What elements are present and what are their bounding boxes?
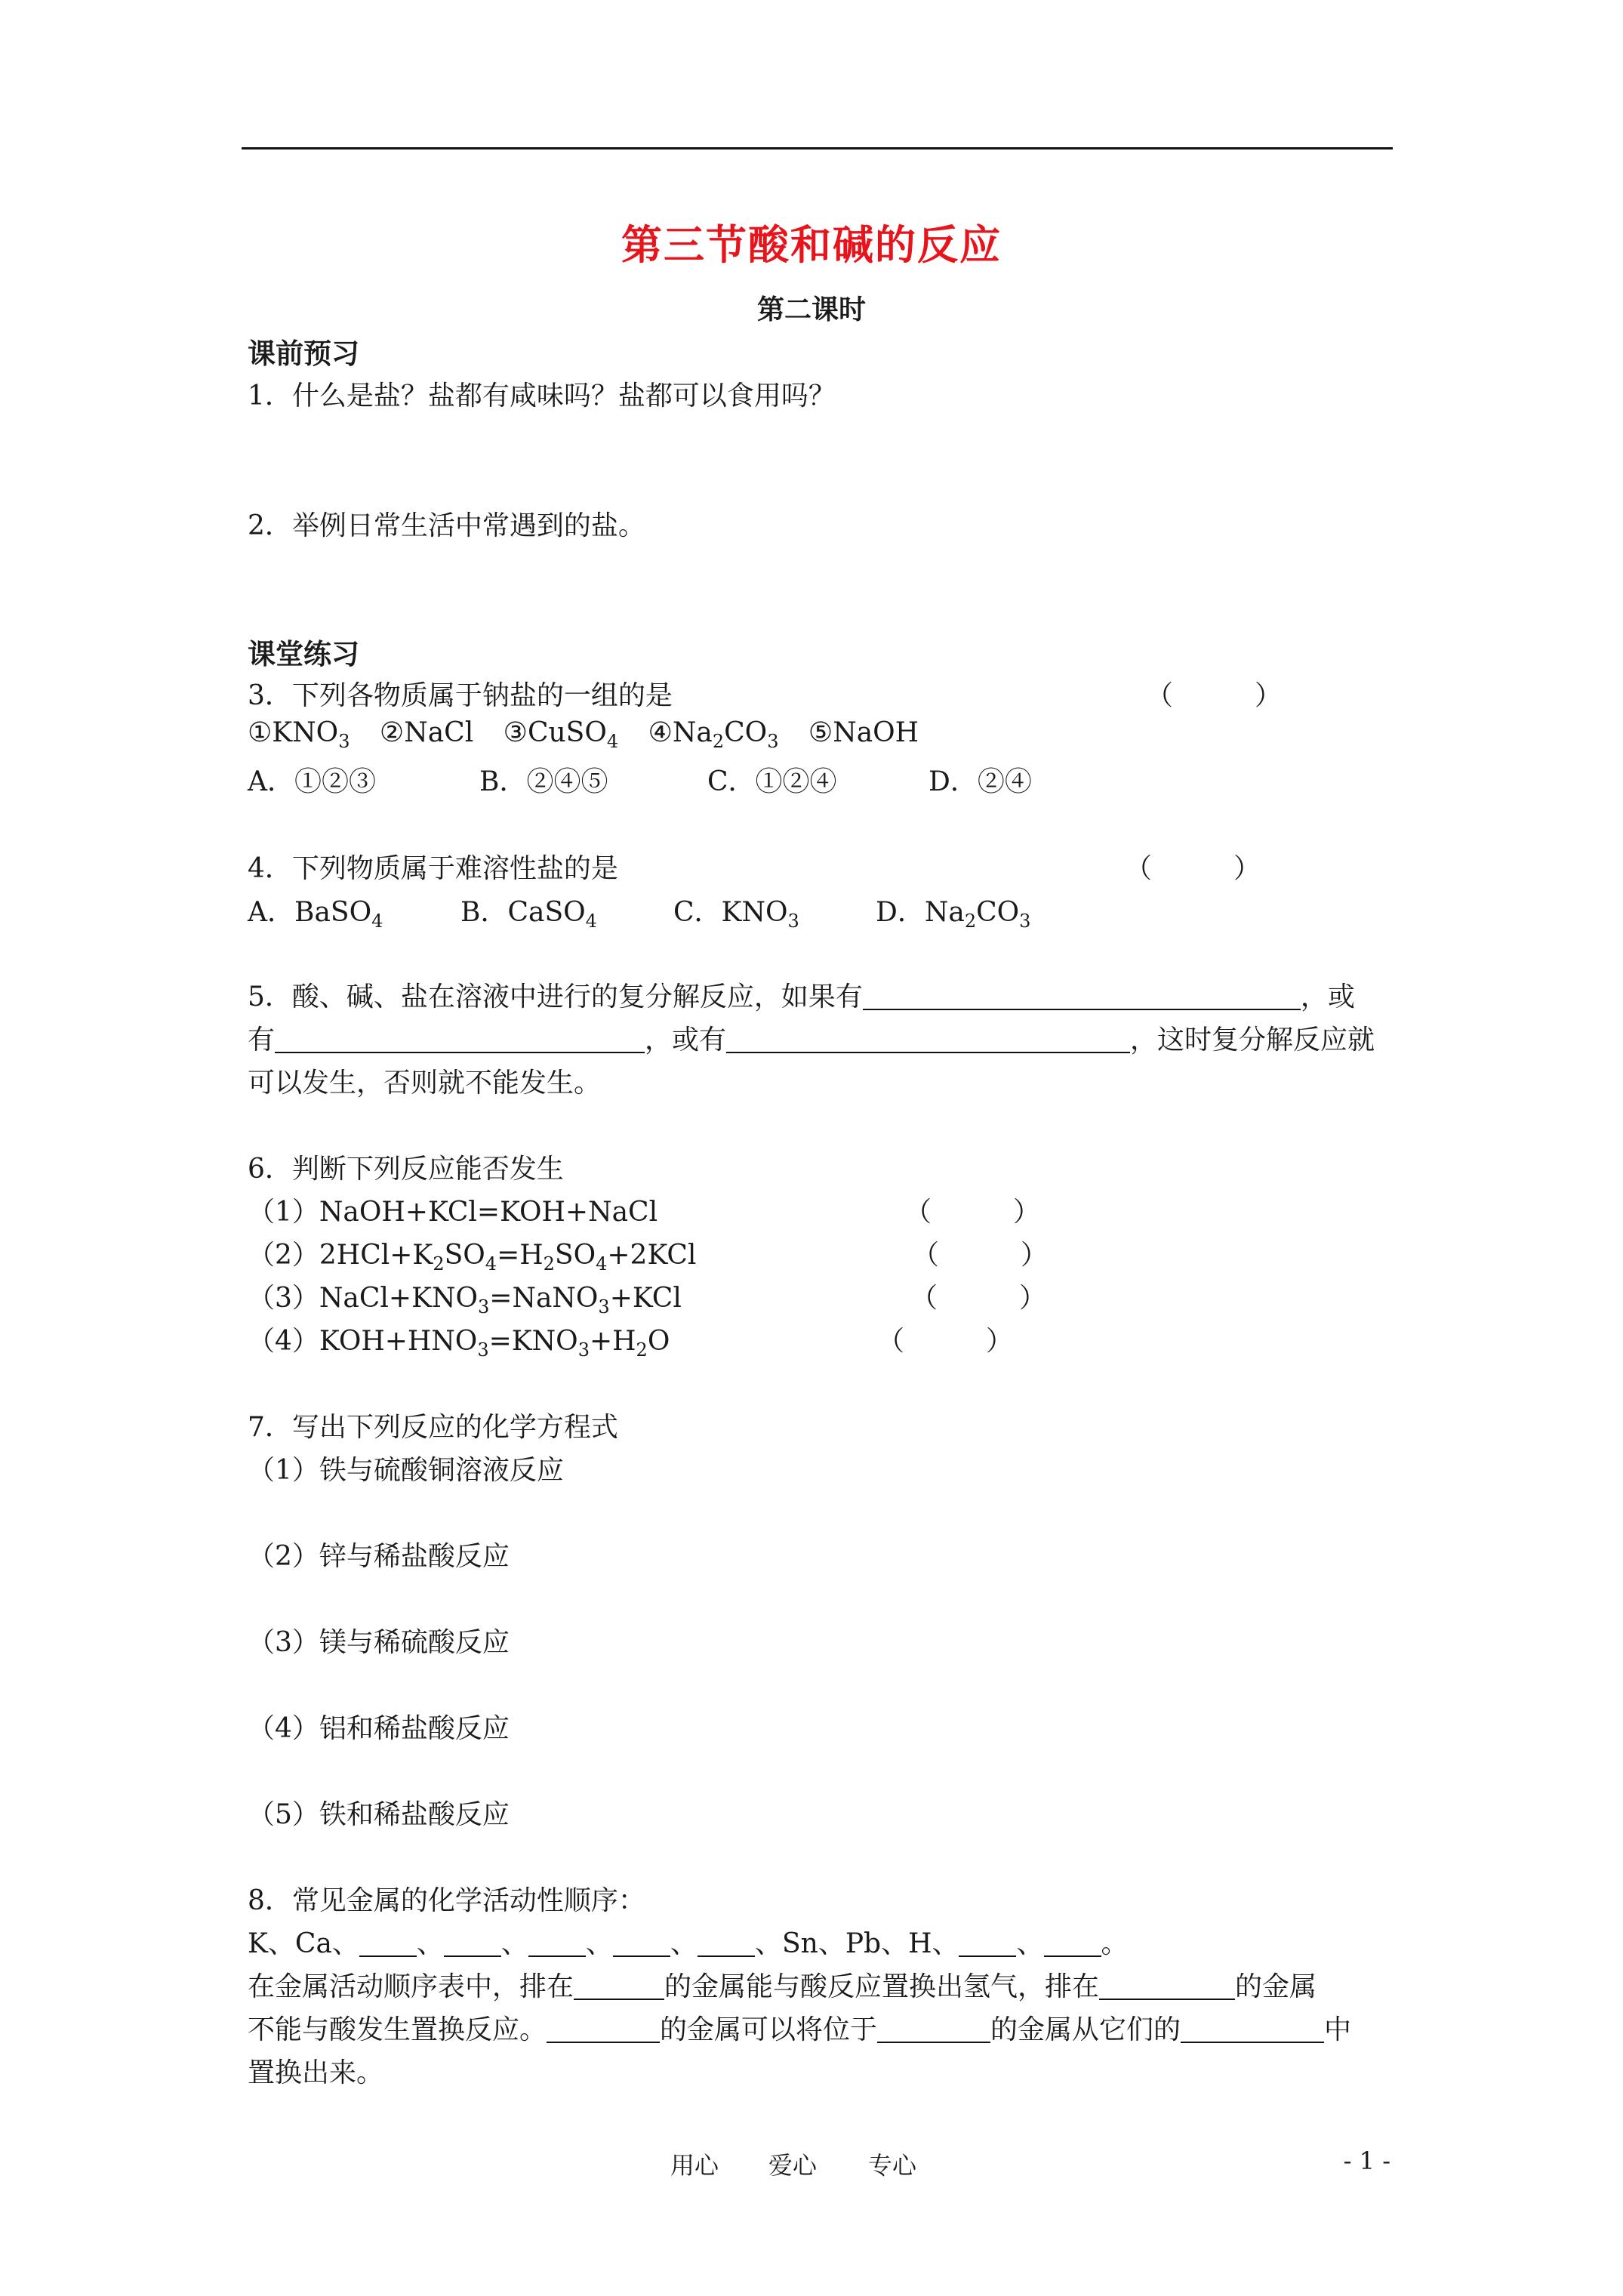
q5-blank-3[interactable]: [726, 1025, 1130, 1053]
q6-item-4: $(4)KOH+HNO_3=KNO_3+H_2O$: [248, 1326, 670, 1361]
q8-blank-5[interactable]: [1181, 2014, 1324, 2043]
q4-option-b: B．CaSO$_4$: [460, 897, 597, 932]
q8-line-1: 在金属活动顺序表中，排在 的金属能与酸反应置换出氢气，排在 的金属: [248, 1971, 1317, 2002]
question-5-line-2: 有 ，或有 ，这时复分解反应就: [248, 1025, 1375, 1056]
q3-item-5: ⑤NaOH: [808, 717, 919, 748]
q6-item-3-paren: （ ）: [910, 1283, 1047, 1314]
question-8-stem: 8．常见金属的化学活动性顺序：: [248, 1885, 645, 1916]
q6-item-1: （1）NaOH+KCl=KOH+NaCl: [248, 1197, 658, 1228]
question-4-stem: 4．下列物质属于难溶性盐的是: [248, 853, 618, 884]
q8-line-3: 置换出来。: [248, 2057, 384, 2088]
question-3-stem: 3．下列各物质属于钠盐的一组的是: [248, 680, 673, 711]
question-3-answer-paren: （ ）: [1146, 680, 1283, 711]
question-3-items: [248, 717, 919, 752]
q3-item-1: $①KNO_3$: [248, 717, 350, 752]
page-number: - 1 -: [1343, 2147, 1390, 2175]
q3-option-d: D．②④: [929, 766, 1032, 797]
q6-item-4-paren: （ ）: [877, 1326, 1014, 1357]
q8-activity-series: K、Ca、 、 、 、 、 、Sn、Pb、H、 、 。: [248, 1928, 1129, 1959]
q6-item-3: $(3)NaCl+KNO_3=NaNO_3+KCl$: [248, 1283, 682, 1318]
q3-item-4: $④Na_2CO_3$: [648, 717, 779, 752]
footer-item-1: 用心: [670, 2151, 719, 2180]
q3-option-a: A．①②③: [248, 766, 376, 797]
q4-option-a: A．BaSO$_4$: [248, 897, 383, 932]
q5-blank-2[interactable]: [275, 1025, 645, 1053]
q8-series-blank-3[interactable]: [528, 1928, 586, 1957]
q4-option-d: D．$Na_2CO_3$: [876, 897, 1031, 932]
q7-item-1: （1）铁与硫酸铜溶液反应: [248, 1455, 564, 1486]
footer-item-2: 爱心: [768, 2151, 818, 2180]
q7-item-4: （4）铝和稀盐酸反应: [248, 1713, 510, 1744]
q3-item-3: ③CuSO$_4$: [503, 717, 619, 752]
q6-item-2: $(2)2HCl+K_2SO_4=H_2SO_4+2KCl$: [248, 1240, 697, 1274]
q8-line-2: 不能与酸发生置换反应。 的金属可以将位于 的金属从它们的 中: [248, 2014, 1352, 2045]
question-5-line-3: 可以发生，否则就不能发生。: [248, 1068, 602, 1099]
section-practice-heading: 课堂练习: [248, 637, 359, 670]
q8-series-blank-7[interactable]: [1044, 1928, 1101, 1957]
header-rule: [242, 147, 1393, 149]
q4-option-c: C．$KNO_3$: [673, 897, 799, 932]
question-7-stem: 7．写出下列反应的化学方程式: [248, 1412, 618, 1443]
q7-item-3: （3）镁与稀硫酸反应: [248, 1627, 510, 1658]
question-4-answer-paren: （ ）: [1125, 853, 1261, 884]
q8-series-blank-2[interactable]: [444, 1928, 501, 1957]
q7-item-5: （5）铁和稀盐酸反应: [248, 1799, 510, 1830]
q7-item-2: （2）锌与稀盐酸反应: [248, 1541, 510, 1572]
page-subtitle: 第二课时: [756, 294, 866, 325]
q3-option-b: B．②④⑤: [479, 766, 608, 797]
q8-series-blank-5[interactable]: [698, 1928, 755, 1957]
q8-blank-1[interactable]: [574, 1971, 664, 2000]
question-6-stem: 6．判断下列反应能否发生: [248, 1154, 564, 1185]
q8-blank-3[interactable]: [547, 2014, 660, 2043]
q6-item-1-paren: （ ）: [904, 1197, 1041, 1228]
q3-item-2: ②NaCl: [379, 717, 474, 748]
q5-blank-1[interactable]: [863, 982, 1301, 1010]
q6-item-2-paren: （ ）: [912, 1240, 1049, 1271]
section-preview-heading: 课前预习: [248, 337, 359, 370]
page-title: 第三节酸和碱的反应: [621, 220, 1002, 269]
question-1: 1．什么是盐？盐都有咸味吗？盐都可以食用吗？: [248, 381, 836, 411]
q8-blank-2[interactable]: [1099, 1971, 1235, 2000]
q3-option-c: C．①②④: [707, 766, 837, 797]
q8-series-blank-4[interactable]: [613, 1928, 670, 1957]
q8-blank-4[interactable]: [877, 2014, 990, 2043]
question-2: 2．举例日常生活中常遇到的盐。: [248, 510, 645, 541]
q8-series-blank-6[interactable]: [959, 1928, 1016, 1957]
question-5-line-1: 5．酸、碱、盐在溶液中进行的复分解反应，如果有 ，或: [248, 982, 1355, 1012]
footer-item-3: 专心: [868, 2151, 917, 2180]
q8-series-blank-1[interactable]: [359, 1928, 417, 1957]
